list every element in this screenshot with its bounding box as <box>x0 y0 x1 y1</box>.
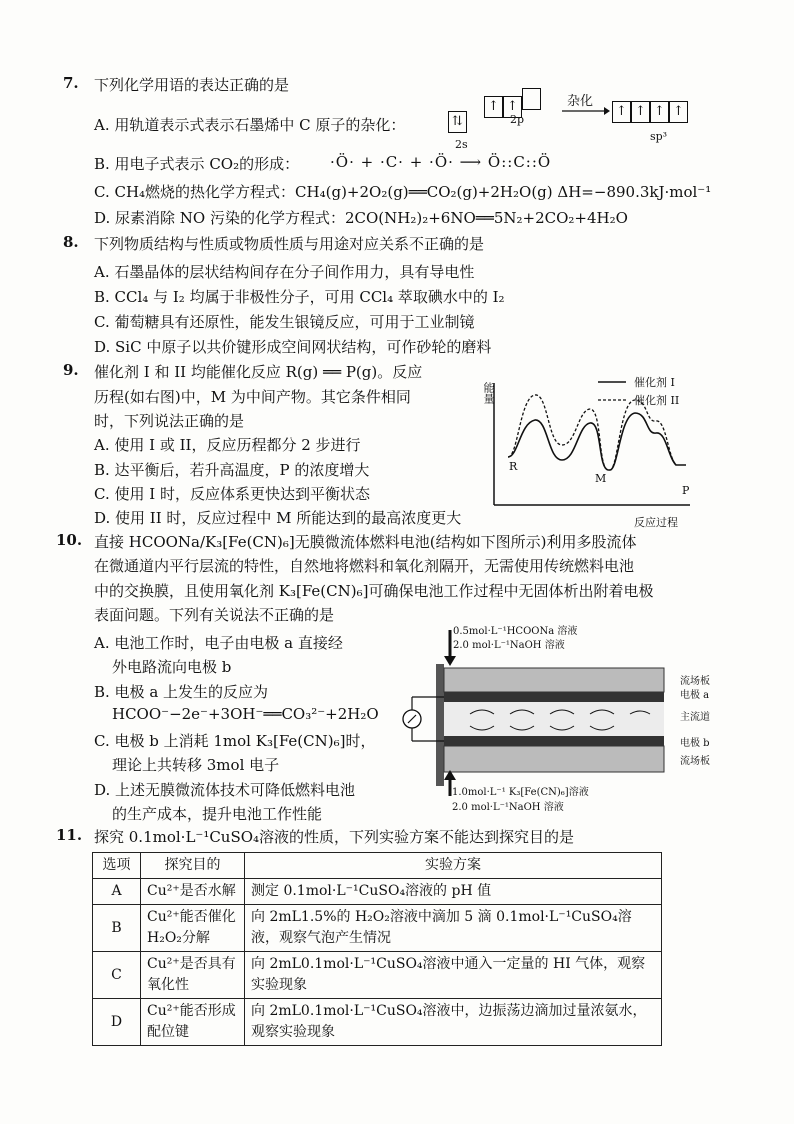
table-cell-plan: 测定 0.1mol·L⁻¹CuSO₄溶液的 pH 值 <box>245 879 662 905</box>
diagram-bottom-solution-1: 1.0mol·L⁻¹ K₃[Fe(CN)₆]溶液 <box>452 787 589 798</box>
q10-option-b-1: B. 电极 a 上发生的反应为 <box>94 683 269 701</box>
q7-option-c: C. CH₄燃烧的热化学方程式：CH₄(g)+2O₂(g)══CO₂(g)+2H₂O(g) ΔH=−890.3kJ·mol⁻¹ <box>94 183 712 201</box>
orbital-2p-label: 2p <box>510 113 525 126</box>
table-cell-plan: 向 2mL0.1mol·L⁻¹CuSO₄溶液中通入一定量的 HI 气体，观察实验现象 <box>245 952 662 999</box>
diagram-label-flow-plate-top: 流场板 <box>680 676 710 687</box>
diagram-label-electrode-a: 电极 a <box>680 690 710 701</box>
q7-option-b: B. 用电子式表示 CO₂的形成： <box>94 155 300 173</box>
orbital-2s-label: 2s <box>455 138 468 151</box>
chart-legend-lines <box>598 376 628 406</box>
q10-option-a-2: 外电路流向电极 b <box>112 658 232 676</box>
orbital-2p-boxes: ↑ ↑ <box>484 88 541 118</box>
q11-number: 11. <box>56 826 83 844</box>
table-header-row <box>93 853 662 879</box>
diagram-label-main-channel: 主流道 <box>680 712 710 723</box>
q9-line3: 时，下列说法正确的是 <box>94 412 245 430</box>
q7-option-d: D. 尿素消除 NO 污染的化学方程式：2CO(NH₂)₂+6NO══5N₂+2CO₂+4H₂O <box>94 209 628 227</box>
q10-line1: 直接 HCOONa/K₃[Fe(CN)₆]无膜微流体燃料电池(结构如下图所示)利用多股流体 <box>94 533 637 551</box>
q10-option-d-1: D. 上述无膜微流体技术可降低燃料电池 <box>94 781 356 799</box>
diagram-bottom-solution-2: 2.0 mol·L⁻¹NaOH 溶液 <box>452 802 564 813</box>
q8-option-d: D. SiC 中原子以共价键形成空间网状结构，可作砂轮的磨料 <box>94 338 492 356</box>
inlet-arrow-top-icon <box>444 656 456 666</box>
orbital-2s-box: ⇅ <box>448 111 467 133</box>
q11-stem: 探究 0.1mol·L⁻¹CuSO₄溶液的性质，下列实验方案不能达到探究目的是 <box>94 828 575 846</box>
q9-line1: 催化剂 I 和 II 均能催化反应 R(g) ══ P(g)。反应 <box>94 363 423 381</box>
q7-option-b-lewis: ·Ö· + ·C· + ·Ö· ⟶ Ö::C::Ö <box>330 153 552 171</box>
q8-stem: 下列物质结构与性质或物质性质与用途对应关系不正确的是 <box>94 235 485 253</box>
table-header: 探究目的 <box>141 853 245 879</box>
table-row <box>93 952 662 999</box>
q10-option-d-2: 的生产成本，提升电池工作性能 <box>112 805 323 823</box>
q7-option-a: A. 用轨道表示式表示石墨烯中 C 原子的杂化： <box>94 116 406 134</box>
q10-line2: 在微通道内平行层流的特性，自然地将燃料和氧化剂隔开，无需使用传统燃料电池 <box>94 557 635 575</box>
q9-number: 9. <box>63 361 79 379</box>
chart-x-label: 反应过程 <box>634 516 678 529</box>
table-cell-option: D <box>93 999 141 1046</box>
table-row <box>93 879 662 905</box>
table-cell-aim: Cu²⁺能否形成配位键 <box>141 999 245 1046</box>
q9-option-c: C. 使用 I 时，反应体系更快达到平衡状态 <box>94 485 370 503</box>
electrode-a <box>444 692 664 702</box>
table-cell-plan: 向 2mL1.5%的 H₂O₂溶液中滴加 5 滴 0.1mol·L⁻¹CuSO₄溶液，观察气泡产生情况 <box>245 905 662 952</box>
q10-option-a-1: A. 电池工作时，电子由电极 a 直接经 <box>94 634 343 652</box>
diagram-label-flow-plate-bottom: 流场板 <box>680 756 710 767</box>
q10-option-c-1: C. 电极 b 上消耗 1mol K₃[Fe(CN)₆]时， <box>94 732 376 750</box>
flow-plate-bottom <box>444 746 664 772</box>
chart-y-label: 能量 <box>482 382 495 404</box>
diagram-label-electrode-b: 电极 b <box>680 738 710 749</box>
orbital-sp3-boxes: ↑ ↑ ↑ ↑ <box>612 101 688 123</box>
orbital-sp3-label: sp³ <box>650 130 668 143</box>
q10-line4: 表面问题。下列有关说法不正确的是 <box>94 606 335 624</box>
q9-option-a: A. 使用 I 或 II，反应历程都分 2 步进行 <box>94 436 361 454</box>
table-cell-aim: Cu²⁺是否具有氧化性 <box>141 952 245 999</box>
experiment-table <box>92 852 662 1046</box>
q7-stem: 下列化学用语的表达正确的是 <box>94 76 290 94</box>
chart-legend-1: 催化剂 I <box>634 376 675 389</box>
q8-number: 8. <box>63 233 79 251</box>
q10-option-c-2: 理论上共转移 3mol 电子 <box>112 756 280 774</box>
table-header: 实验方案 <box>245 853 662 879</box>
table-row <box>93 999 662 1046</box>
q10-line3: 中的交换膜，且使用氧化剂 K₃[Fe(CN)₆]可确保电池工作过程中无固体析出附着电极 <box>94 582 654 600</box>
electrode-b <box>444 736 664 746</box>
table-row <box>93 905 662 952</box>
chart-legend-2: 催化剂 II <box>634 394 680 407</box>
chart-label-r: R <box>509 460 518 473</box>
q10-option-b-2: HCOO⁻−2e⁻+3OH⁻══CO₃²⁻+2H₂O <box>112 705 379 723</box>
flow-plate-top <box>444 668 664 692</box>
diagram-top-solution-2: 2.0 mol·L⁻¹NaOH 溶液 <box>453 640 565 651</box>
table-cell-plan: 向 2mL0.1mol·L⁻¹CuSO₄溶液中，边振荡边滴加过量浓氨水，观察实验现象 <box>245 999 662 1046</box>
diagram-top-solution-1: 0.5mol·L⁻¹HCOONa 溶液 <box>453 626 578 637</box>
table-header: 选项 <box>93 853 141 879</box>
hybrid-arrow-icon <box>560 106 610 116</box>
chart-label-m: M <box>595 472 607 485</box>
table-cell-option: A <box>93 879 141 905</box>
table-cell-aim: Cu²⁺是否水解 <box>141 879 245 905</box>
hybrid-label: 杂化 <box>567 94 594 109</box>
q10-number: 10. <box>56 531 83 549</box>
table-cell-option: C <box>93 952 141 999</box>
table-cell-aim: Cu²⁺能否催化 H₂O₂分解 <box>141 905 245 952</box>
q9-option-b: B. 达平衡后，若升高温度，P 的浓度增大 <box>94 461 370 479</box>
main-channel <box>444 702 664 736</box>
q8-option-c: C. 葡萄糖具有还原性，能发生银镜反应，可用于工业制镜 <box>94 313 475 331</box>
table-cell-option: B <box>93 905 141 952</box>
q7-number: 7. <box>63 74 79 92</box>
q8-option-a: A. 石墨晶体的层状结构间存在分子间作用力，具有导电性 <box>94 263 475 281</box>
q9-option-d: D. 使用 II 时，反应过程中 M 所能达到的最高浓度更大 <box>94 509 462 527</box>
q9-line2: 历程(如右图)中，M 为中间产物。其它条件相同 <box>94 388 411 406</box>
chart-label-p: P <box>682 484 690 497</box>
q8-option-b: B. CCl₄ 与 I₂ 均属于非极性分子，可用 CCl₄ 萃取碘水中的 I₂ <box>94 288 505 306</box>
